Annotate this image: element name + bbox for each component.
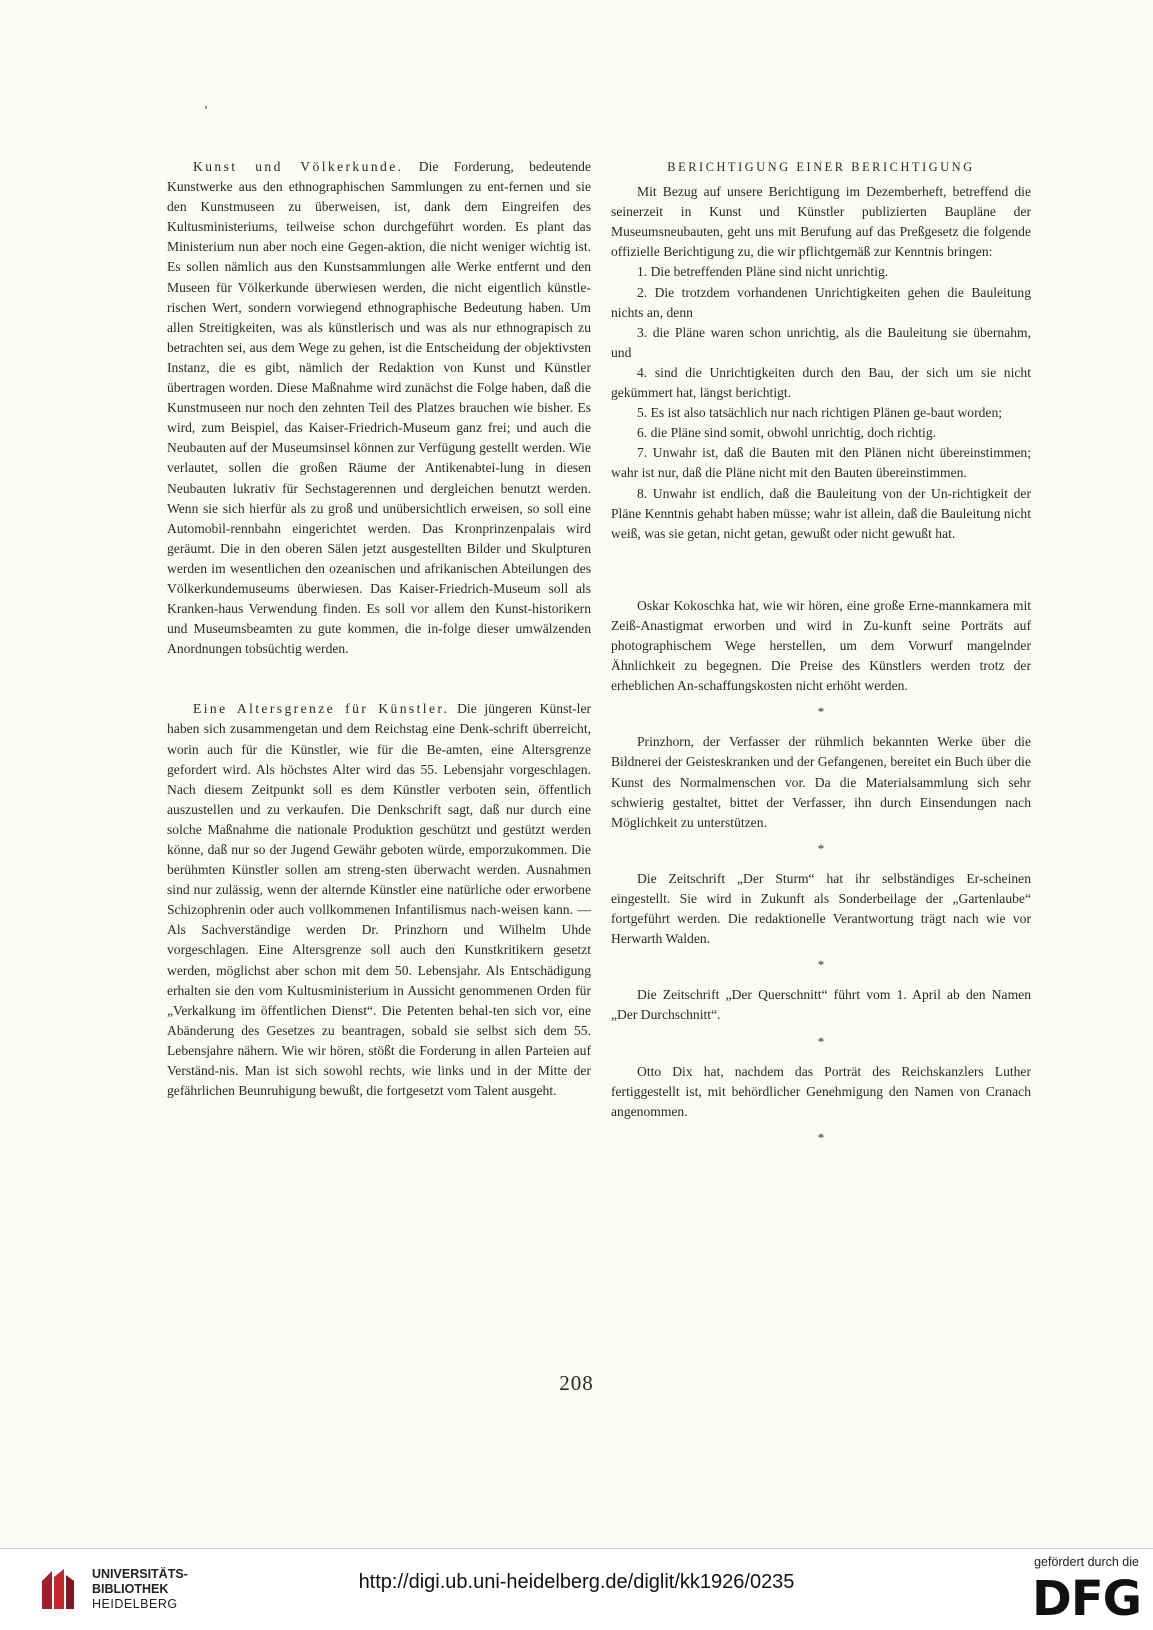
library-line: HEIDELBERG (92, 1597, 178, 1611)
berichtigung-list (611, 262, 1031, 543)
list-item: 5. Es ist also tatsächlich nur nach richtigen Plänen ge-baut worden; (637, 405, 1003, 421)
funding-label: gefördert durch die (1034, 1555, 1139, 1569)
note-dix: Otto Dix hat, nachdem das Porträt des Reichskanzlers Luther fertiggestellt ist, mit behördlicher Genehmigung den Namen von Cranach angenommen. (611, 1063, 1031, 1119)
dfg-logo[interactable]: DFG (1031, 1571, 1141, 1627)
list-item: 2. Die trotzdem vorhandenen Unrichtigkeiten gehen die Bauleitung nichts an, denn (611, 284, 1031, 320)
library-line: BIBLIOTHEK (92, 1582, 169, 1596)
list-item: 6. die Pläne sind somit, obwohl unrichtig, doch richtig. (637, 425, 937, 441)
separator-asterisk: * (817, 1129, 825, 1145)
note-prinzhorn: Prinzhorn, der Verfasser der rühmlich bekannten Werke über die Bildnerei der Geisteskranken und der Gefangenen, bereitet ein Buch über die Kunst des Normalmenschen vor. Da die Materialsammlung sich sehr schwierig gestaltet, bittet der Verfasser, ihn durch Einsendungen nach Möglichkeit zu unterstützen. (611, 734, 1031, 830)
left-column (167, 157, 591, 1101)
article-heading: Eine Altersgrenze für Künstler. (193, 701, 450, 717)
article-kunst-voelkerkunde (167, 157, 591, 659)
permalink-url[interactable]: http://digi.ub.uni-heidelberg.de/diglit/kk1926/0235 (358, 1571, 795, 1593)
note-kokoschka: Oskar Kokoschka hat, wie wir hören, eine große Erne-mannkamera mit Zeiß-Anastigmat erworben und wird in Zu-kunft seine Porträts auf photographischem Wege herstellen, um dem Vorwurf mangelnder Ähnlichkeit zu begegnen. Die Preise des Künstlers werden trotz der erheblichen An-schaffungskosten nicht erhöht werden. (611, 597, 1031, 694)
article-heading: Kunst und Völkerkunde. (193, 159, 404, 174)
list-item: 8. Unwahr ist endlich, daß die Bauleitung von der Un-richtigkeit der Pläne Kenntnis gehabt haben müsse; wahr ist allein, daß die Bauleitung nicht weiß, was sie getan, nicht getan, gewußt oder nicht gewußt hat. (611, 485, 1031, 541)
separator-asterisk: * (817, 957, 825, 973)
separator-asterisk: * (817, 840, 825, 856)
section-heading-berichtigung: BERICHTIGUNG EINER BERICHTIGUNG (667, 160, 975, 174)
note-sturm: Die Zeitschrift „Der Sturm“ hat ihr selbständiges Er-scheinen eingestellt. Sie wird in Zukunft als Sonderbeilage der „Gartenlaube“ fortgeführt werden. Die redaktionelle Verantwortung trägt nach wie vor Herwarth Walden. (611, 870, 1031, 947)
page-number: 208 (559, 1371, 594, 1395)
separator-asterisk: * (817, 1033, 825, 1049)
list-item: 4. sind die Unrichtigkeiten durch den Bau, der sich um sie nicht gekümmert hat, längst berichtigt. (611, 364, 1031, 401)
list-item: 3. die Pläne waren schon unrichtig, als die Bauleitung sie übernahm, und (611, 324, 1031, 360)
right-column (611, 157, 1031, 1158)
list-item: 1. Die betreffenden Pläne sind nicht unrichtig. (637, 264, 889, 280)
footer-bar (0, 1548, 1153, 1630)
article-body: Die jüngeren Künst-ler haben sich zusammengetan und dem Reichstag eine Denk-schrift überreicht, worin auch für die Künstler, wie für die Be-amten, eine Altersgrenze gefordert wird. Als höchstes Alter wird das 55. Lebensjahr vorgeschlagen. Nach diesem Zeitpunkt soll es dem Künstler verboten sein, öffentlich auszustellen und zu verkaufen. Die Denkschrift sagt, daß nur durch eine solche Maßnahme die nationale Produktion geschützt und gestützt werden könne, daß nur so der Jugend Gewähr geboten würde, emporzukommen. Die berühmten Künstler sollen am streng-sten überwacht werden. Ausnahmen sind nur zulässig, wenn der alternde Künstler eine natürliche oder erworbene Schizophrenin oder auch vollkommenen Infantilismus nach-weisen kann. — Als Sachverständige werden Dr. Prinzhorn und Wilhelm Uhde vorgeschlagen. Eine Altersgrenze soll auch den Kunstkritikern gesetzt werden, möglichst aber schon mit dem 50. Lebensjahr. Als Entschädigung erhalten sie den vom Kultusministerium in Aussicht genommenen Orden für „Verkalkung im öffentlichen Dienst“. Die Petenten behal-ten sich vor, eine Abänderung des Gesetzes zu beantragen, sobald sie selbst sich dem 55. Lebensjahre nähern. Wie wir hören, stößt die Forderung in allen Parteien auf Verständ-nis. Man ist sich sowohl rechts, wie links und in der Mitte der gefährlichen Beunruhigung bewußt, die fortgesetzt vom Talent ausgeht. (167, 701, 592, 1099)
berichtigung-intro: Mit Bezug auf unsere Berichtigung im Dezemberheft, betreffend die seinerzeit in Kunst und Künstler publizierten Baupläne der Museumsneubauten, geht uns mit Berufung auf das Preßgesetz die folgende offizielle Berichtigung zu, die wir pflichtgemäß zur Kenntnis bringen: (611, 184, 1031, 260)
separator-asterisk: * (817, 704, 825, 720)
note-querschnitt: Die Zeitschrift „Der Querschnitt“ führt vom 1. April ab den Namen „Der Durchschnitt“. (611, 987, 1031, 1023)
library-line: UNIVERSITÄTS- (92, 1567, 188, 1581)
article-body: Die Forderung, bedeutende Kunstwerke aus den ethnographischen Sammlungen zu ent-fernen und sie den Kunstmuseen zu überweisen, ist, dank dem Eingreifen des Kultusministeriums, teilweise schon durchgeführt worden. Es plant das Ministerium nun aber noch eine Gegen-aktion, die nicht weniger wichtig ist. Es sollen nämlich aus den Kunstsammlungen alle Werke entfernt und den Museen für Völkerkunde überwiesen werden, die nicht eigentlich künstle-rischen Wert, sondern vorwiegend ethnographische Bedeutung haben. Um allen Streitigkeiten, was als künstlerisch und was als nur ethnograpisch zu betrachten sei, aus dem Wege zu gehen, ist die Entscheidung der objektivsten Instanz, die es gibt, nämlich der Redaktion von Kunst und Künstler übertragen worden. Diese Maßnahme wird zunächst die Folge haben, daß die Kunstmuseen nur noch den zehnten Teil des Platzes brauchen wie bisher. Es wird, zum Beispiel, das Kaiser-Friedrich-Museum ganz frei; und auch die Neubauten auf der Museumsinsel können zur Verfügung gestellt werden. Wie verlautet, sollen die großen Räume der Antikenabtei-lung in diesen Neubauten lukrativ für Sechstagerennen und dergleichen benutzt werden. Wenn sie sich hierfür als zu groß und unübersichtlich erweisen, so soll eine Automobil-rennbahn eingerichtet werden. Das Kronprinzenpalais wird geräumt. Die in den oberen Sälen jetzt ausgestellten Bilder und Skulpturen werden im wesentlichen den ozeanischen und afrikanischen Abteilungen des Völkerkundemuseums überwiesen. Das Kaiser-Friedrich-Museum soll als Kranken-haus Verwendung finden. Es soll vor allem den Kunst-historikern und Museumsbeamten zu gute kommen, die in-folge dieser umwälzenden Anordnungen tobsüchtig werden. (167, 159, 591, 657)
scan-speck (205, 106, 207, 109)
section-gap (611, 544, 1031, 596)
list-item: 7. Unwahr ist, daß die Bauten mit den Plänen nicht übereinstimmen; wahr ist nur, daß die Pläne nicht mit den Bauten übereinstimmen. (611, 445, 1031, 481)
article-altersgrenze (167, 699, 591, 1101)
section-gap (167, 659, 591, 699)
